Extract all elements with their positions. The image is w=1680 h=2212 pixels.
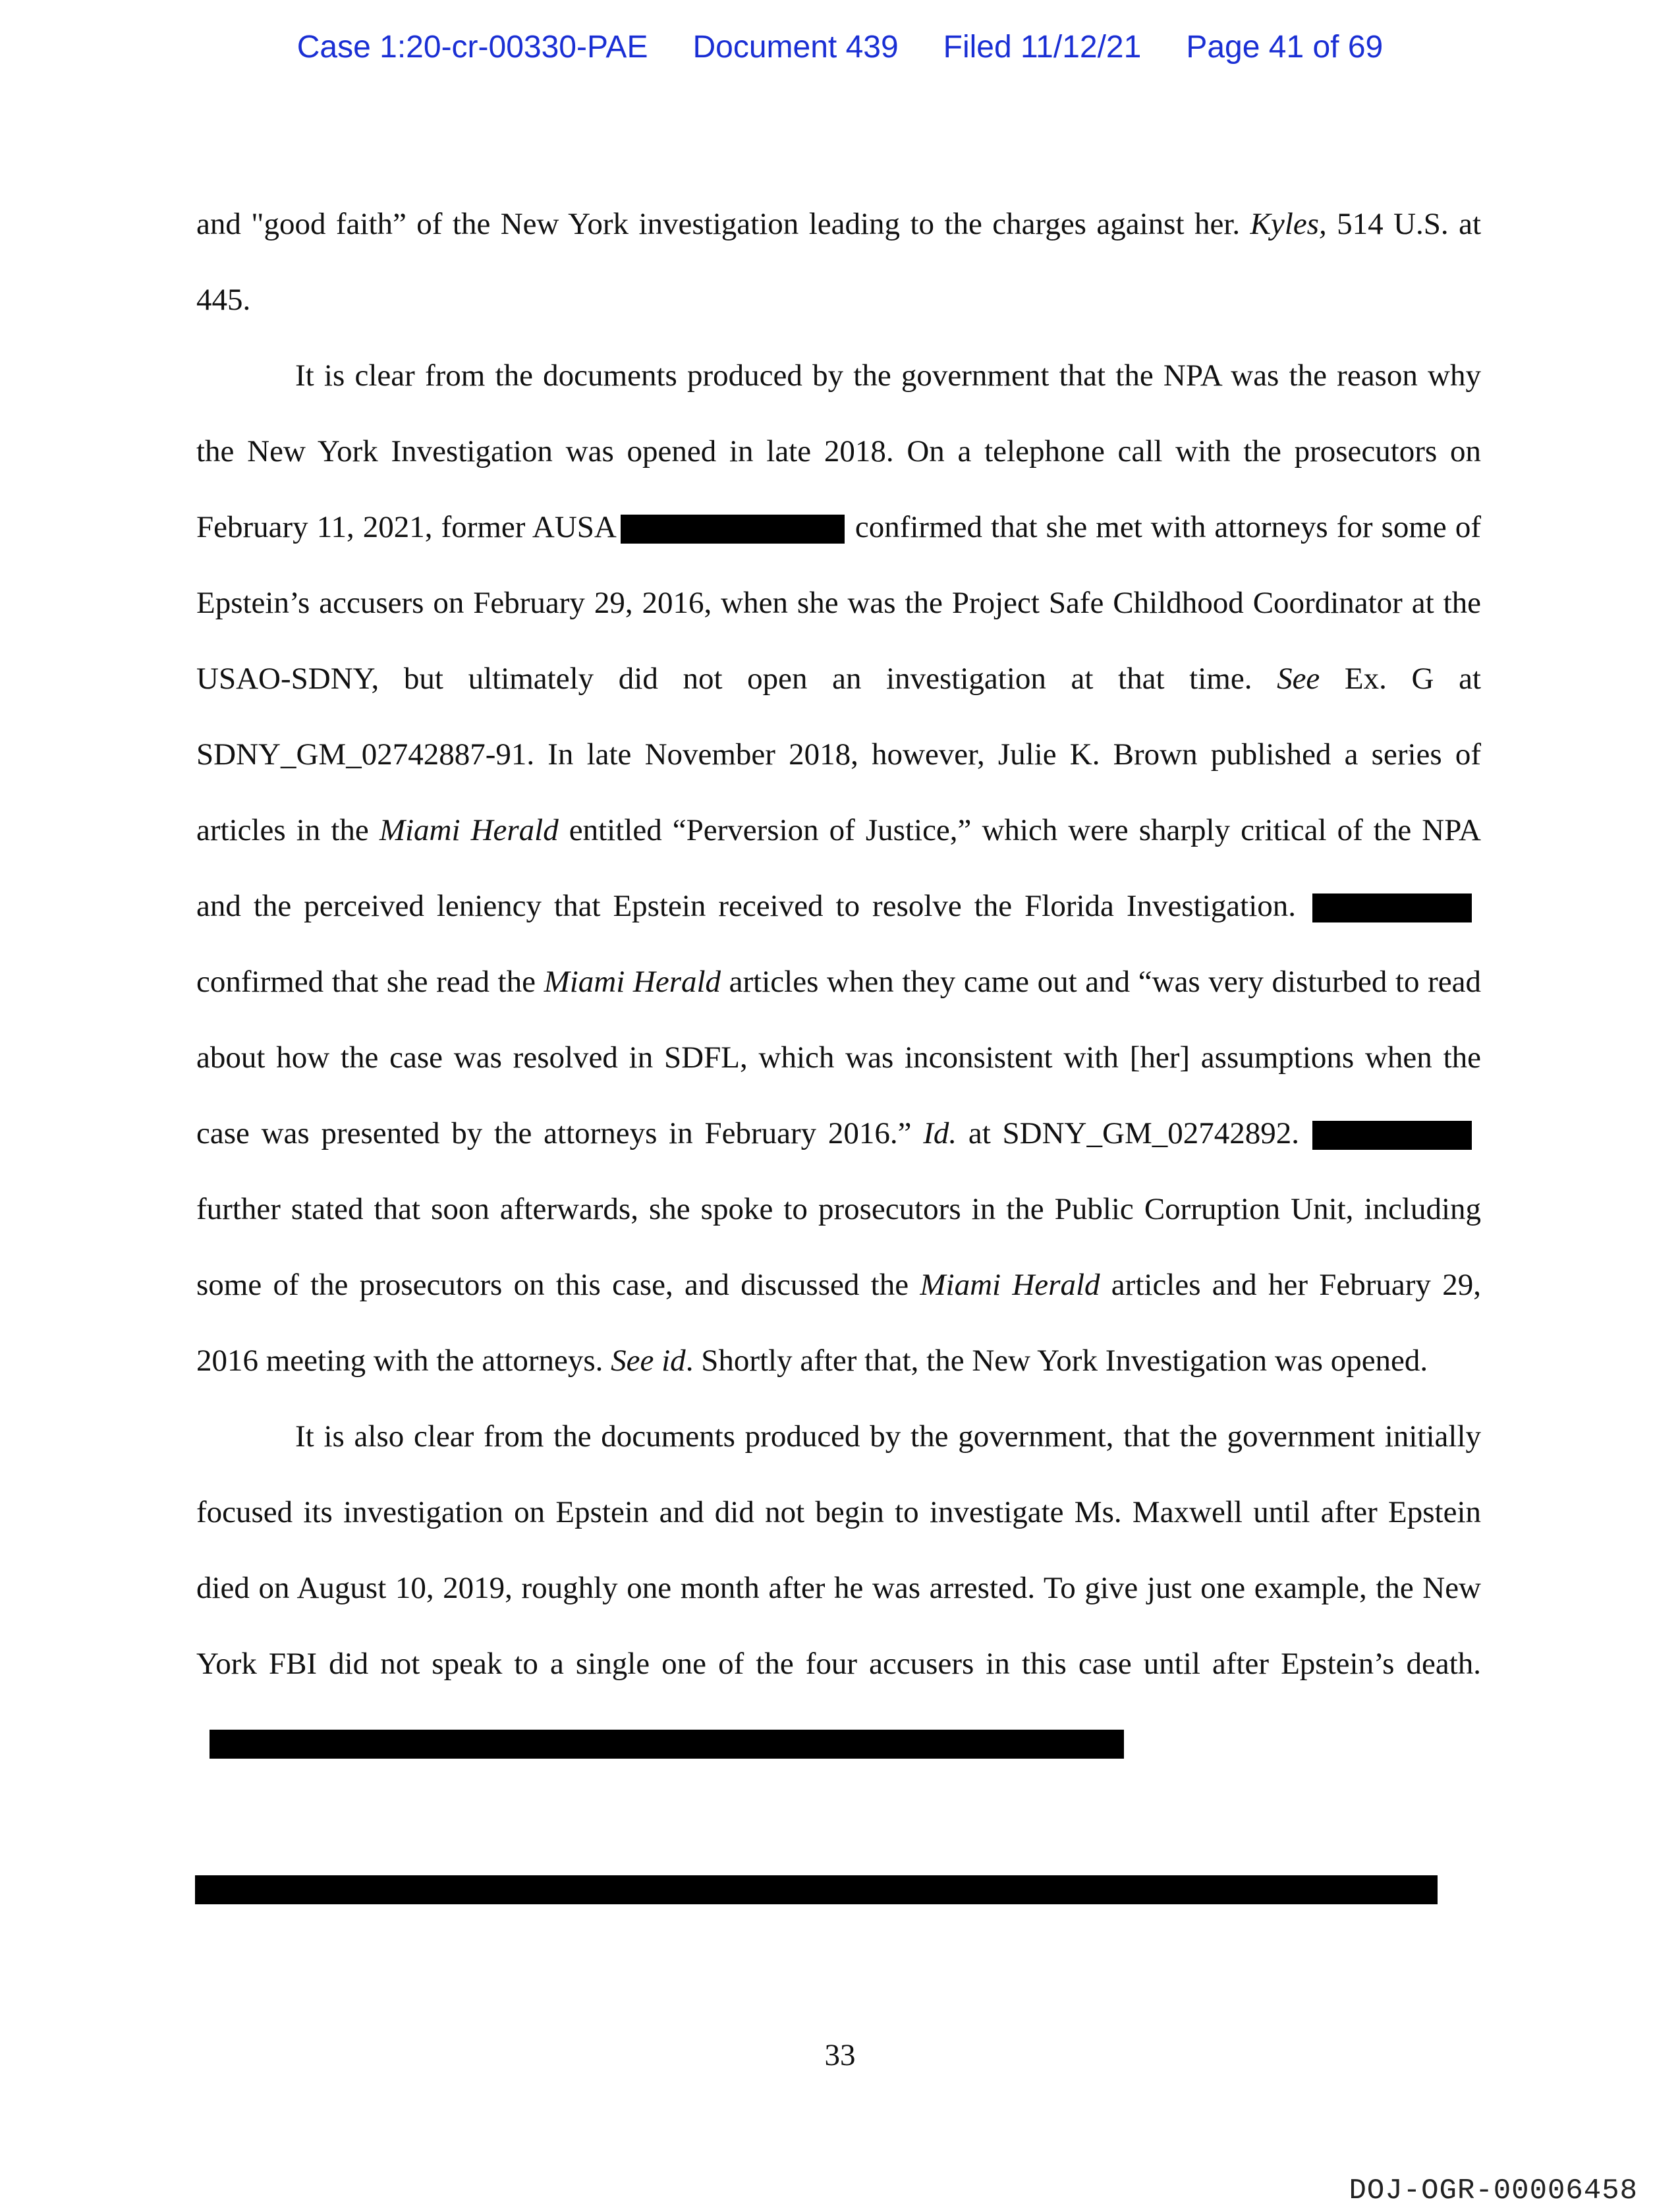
text-run: Ex. G at SDNY_GM_02742887-91. In late November 2018, however, Julie K. Brown published a series of articles in the (196, 662, 1481, 847)
text-run: articles and her February 29, 2016 meeting with the attorneys. (196, 1268, 1481, 1378)
header-filed-date: Filed 11/12/21 (943, 30, 1142, 65)
redaction-block (210, 1730, 1124, 1759)
publication-italic: Miami Herald (920, 1268, 1100, 1302)
text-run: . Shortly after that, the New York Investigation was opened. (685, 1344, 1428, 1378)
header-page-count: Page 41 of 69 (1186, 30, 1384, 65)
text-run: and "good faith” of the New York investigation leading to the charges against her. (196, 207, 1250, 241)
text-run: 514 U.S. at 445. (196, 207, 1481, 317)
paragraph-3 (196, 1399, 1481, 1778)
text-run: It is clear from the documents produced by the government that the NPA was the reason why the New York Investigation was opened in late 2018. On a telephone call with the prosecutors on February 11, 2021, former AUSA (196, 358, 1481, 544)
text-run: further stated that soon afterwards, she spoke to prosecutors in the Public Corruption Unit, including some of the prosecutors on this case, and discussed the (196, 1192, 1481, 1302)
redaction-block (1312, 1121, 1472, 1150)
case-header (0, 29, 1680, 65)
citation-italic: Kyles, (1250, 207, 1327, 241)
text-run: articles when they came out and “was very disturbed to read about how the case was resolved in SDFL, which was inconsistent with [her] assumptions when the case was presented by the attorneys in February 2016.” (196, 965, 1482, 1150)
text-run: at SDNY_GM_02742892. (957, 1116, 1299, 1150)
citation-italic: Id. (923, 1116, 957, 1150)
text-run: It is also clear from the documents produced by the government, that the government initially focused its investigation on Epstein and did not begin to investigate Ms. Maxwell until after Epstein died on August 10, 2019, roughly one month after he was arrested. To give just one example, the New York FBI did not speak to a single one of the four accusers in this case until after Epstein’s death. (196, 1419, 1481, 1681)
publication-italic: Miami Herald (544, 965, 721, 999)
citation-italic: See (1277, 662, 1320, 696)
header-document-number: Document 439 (692, 30, 899, 65)
document-body (196, 186, 1481, 1778)
redaction-line (195, 1875, 1438, 1904)
bates-number: DOJ-OGR-00006458 (1349, 2174, 1638, 2207)
header-case-number: Case 1:20-cr-00330-PAE (296, 30, 648, 65)
publication-italic: Miami Herald (379, 813, 559, 847)
text-run: confirmed that she met with attorneys for some of Epstein’s accusers on February 29, 2016, when she was the Project Safe Childhood Coordinator at the USAO-SDNY, but ultimately did not open an investigation at that time. (196, 510, 1481, 696)
citation-italic: See id (611, 1344, 686, 1378)
text-run: entitled “Perversion of Justice,” which were sharply critical of the NPA and the perceived leniency that Epstein received to resolve the Florida Investigation. (196, 813, 1481, 923)
redaction-block (621, 515, 845, 544)
paragraph-1 (196, 186, 1481, 338)
text-run: confirmed that she read the (196, 965, 544, 999)
redaction-block (1312, 893, 1472, 922)
page-number: 33 (824, 2038, 856, 2072)
paragraph-2 (196, 338, 1481, 1399)
